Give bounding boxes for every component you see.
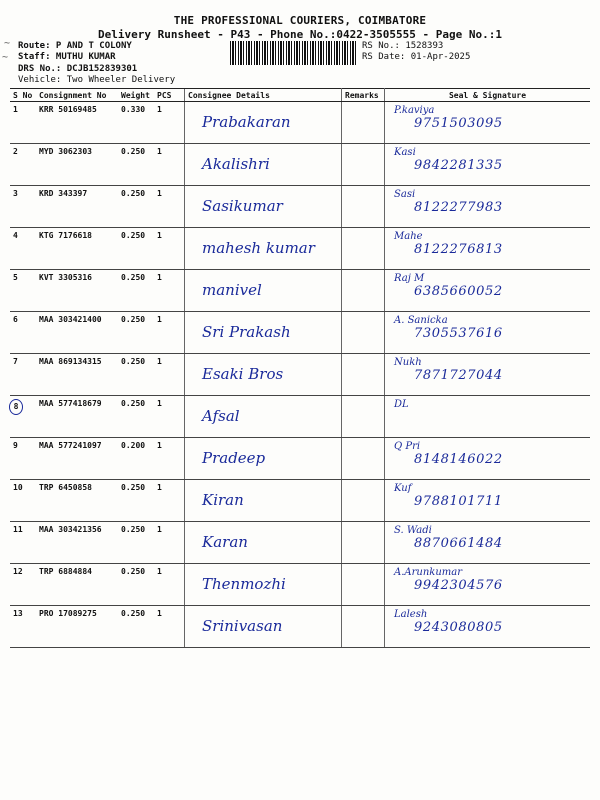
table-row [10,522,590,564]
cell-sno [10,270,36,312]
cell-signature [385,228,591,270]
cell-pcs: 1 [154,102,185,144]
handwritten-signature: Kuf [394,483,412,494]
handwritten-phone: 6385660052 [414,284,503,299]
cell-signature [385,354,591,396]
cell-sno [10,606,36,648]
handwritten-name: Kiran [202,491,244,509]
handwritten-phone: 9942304576 [414,578,503,593]
table-row [10,606,590,648]
cell-details [185,480,342,522]
cell-pcs: 1 [154,354,185,396]
cell-consignment: MAA 303421400 [36,312,118,354]
cell-consignment: TRP 6450858 [36,480,118,522]
table-row [10,270,590,312]
cell-weight: 0.250 [118,312,154,354]
cell-pcs: 1 [154,228,185,270]
cell-weight: 0.250 [118,354,154,396]
cell-sno [10,438,36,480]
handwritten-signature: Q Pri [394,441,421,452]
cell-weight: 0.250 [118,396,154,438]
cell-consignment: MAA 577241097 [36,438,118,480]
cell-details [185,396,342,438]
cell-remarks [342,144,385,186]
cell-pcs: 1 [154,438,185,480]
handwritten-name: Prabakaran [202,113,291,131]
col-consignment: Consignment No [36,89,118,102]
handwritten-signature: S. Wadi [394,525,432,536]
cell-sno [10,102,36,144]
cell-signature [385,480,591,522]
vehicle-label: Vehicle: Two Wheeler Delivery [18,75,176,85]
cell-weight: 0.250 [118,480,154,522]
cell-consignment: KRD 343397 [36,186,118,228]
cell-signature [385,522,591,564]
sno-text: 5 [13,273,18,282]
handwritten-phone: 9842281335 [414,158,503,173]
cell-weight: 0.250 [118,564,154,606]
cell-remarks [342,102,385,144]
cell-details [185,144,342,186]
cell-signature [385,396,591,438]
cell-details [185,438,342,480]
cell-remarks [342,228,385,270]
table-row [10,564,590,606]
handwritten-signature: Kasi [394,147,416,158]
handwritten-signature: A.Arunkumar [394,567,463,578]
sno-text: 12 [13,567,23,576]
handwritten-phone: 7871727044 [414,368,503,383]
cell-sno [10,186,36,228]
sno-text: 10 [13,483,23,492]
cell-pcs: 1 [154,312,185,354]
cell-remarks [342,606,385,648]
cell-remarks [342,354,385,396]
col-details: Consignee Details [185,89,342,102]
cell-details [185,312,342,354]
table-row [10,102,590,144]
cell-pcs: 1 [154,270,185,312]
runsheet-subtitle: Delivery Runsheet - P43 - Phone No.:0422-3505555 - Page No.:1 [98,28,502,41]
table-row [10,354,590,396]
cell-details [185,522,342,564]
table-row [10,312,590,354]
cell-details [185,102,342,144]
margin-mark: ~ [4,38,11,49]
cell-pcs: 1 [154,144,185,186]
cell-consignment: KRR 50169485 [36,102,118,144]
cell-consignment: MAA 577418679 [36,396,118,438]
margin-mark: ~ [2,52,9,63]
cell-pcs: 1 [154,606,185,648]
sno-text: 7 [13,357,18,366]
table-row [10,438,590,480]
cell-details [185,354,342,396]
cell-pcs: 1 [154,480,185,522]
sno-text: 4 [13,231,18,240]
cell-signature [385,312,591,354]
handwritten-name: Karan [202,533,248,551]
rs-number: RS No.: 1528393 [362,41,444,51]
handwritten-signature: A. Sanicka [394,315,448,326]
cell-sno [10,144,36,186]
cell-signature [385,102,591,144]
cell-signature [385,144,591,186]
cell-sno [10,564,36,606]
cell-signature [385,438,591,480]
cell-consignment: KTG 7176618 [36,228,118,270]
table-row [10,186,590,228]
col-weight: Weight [118,89,154,102]
cell-signature [385,270,591,312]
handwritten-name: Esaki Bros [202,365,284,383]
cell-sno [10,396,36,438]
cell-details [185,270,342,312]
cell-signature [385,606,591,648]
handwritten-phone: 7305537616 [414,326,503,341]
cell-weight: 0.250 [118,228,154,270]
company-title: THE PROFESSIONAL COURIERS, COIMBATORE [173,14,427,27]
cell-remarks [342,438,385,480]
route-label: Route: P AND T COLONY [18,41,132,51]
handwritten-name: Afsal [202,407,240,425]
col-pcs: PCS [154,89,185,102]
cell-remarks [342,396,385,438]
handwritten-name: mahesh kumar [202,239,315,257]
handwritten-phone: 9243080805 [414,620,503,635]
handwritten-phone: 9788101711 [414,494,503,509]
handwritten-name: Sasikumar [202,197,283,215]
cell-signature [385,186,591,228]
cell-consignment: MAA 869134315 [36,354,118,396]
cell-signature [385,564,591,606]
cell-pcs: 1 [154,564,185,606]
cell-pcs: 1 [154,396,185,438]
cell-remarks [342,186,385,228]
cell-consignment: PRO 17089275 [36,606,118,648]
cell-remarks [342,480,385,522]
handwritten-phone: 8870661484 [414,536,503,551]
cell-sno [10,522,36,564]
sno-text: 6 [13,315,18,324]
cell-consignment: MYD 3062303 [36,144,118,186]
table-row [10,144,590,186]
col-remarks: Remarks [342,89,385,102]
col-signature: Seal & Signature [385,89,591,102]
cell-consignment: KVT 3305316 [36,270,118,312]
cell-weight: 0.250 [118,606,154,648]
handwritten-signature: P.kaviya [394,105,435,116]
sno-text: 3 [13,189,18,198]
cell-remarks [342,270,385,312]
cell-remarks [342,312,385,354]
cell-remarks [342,564,385,606]
handwritten-signature: Sasi [394,189,416,200]
sno-text: 11 [13,525,23,534]
cell-sno [10,312,36,354]
handwritten-phone: 8122277983 [414,200,503,215]
table-row [10,396,590,438]
handwritten-signature: DL [394,399,409,410]
cell-consignment: MAA 303421356 [36,522,118,564]
cell-sno [10,480,36,522]
cell-details [185,186,342,228]
handwritten-signature: Raj M [394,273,425,284]
handwritten-phone: 9751503095 [414,116,503,131]
cell-details [185,606,342,648]
cell-remarks [342,522,385,564]
cell-weight: 0.250 [118,144,154,186]
drs-label: DRS No.: DCJB152839301 [18,64,138,74]
handwritten-name: Thenmozhi [202,575,286,593]
cell-pcs: 1 [154,522,185,564]
col-sno: S No [10,89,36,102]
barcode [230,41,358,65]
sno-text: 9 [13,441,18,450]
cell-consignment: TRP 6884884 [36,564,118,606]
cell-sno [10,228,36,270]
rs-date: RS Date: 01-Apr-2025 [362,52,471,62]
table-header-row [10,89,590,102]
cell-weight: 0.250 [118,522,154,564]
sno-text: 2 [13,147,18,156]
cell-weight: 0.250 [118,186,154,228]
cell-sno [10,354,36,396]
cell-weight: 0.330 [118,102,154,144]
handwritten-name: Akalishri [202,155,270,173]
handwritten-name: Pradeep [202,449,266,467]
sno-text: 13 [13,609,23,618]
handwritten-signature: Nukh [394,357,422,368]
circled-number: 8 [9,399,23,415]
cell-details [185,228,342,270]
handwritten-name: Srinivasan [202,617,283,635]
handwritten-name: manivel [202,281,262,299]
cell-weight: 0.250 [118,270,154,312]
handwritten-signature: Mahe [394,231,423,242]
handwritten-signature: Lalesh [394,609,428,620]
runsheet-table [10,88,590,648]
staff-label: Staff: MUTHU KUMAR [18,52,116,62]
handwritten-name: Sri Prakash [202,323,291,341]
cell-weight: 0.200 [118,438,154,480]
table-row [10,480,590,522]
sno-text: 1 [13,105,18,114]
handwritten-phone: 8122276813 [414,242,503,257]
cell-pcs: 1 [154,186,185,228]
cell-details [185,564,342,606]
table-row [10,228,590,270]
handwritten-phone: 8148146022 [414,452,503,467]
